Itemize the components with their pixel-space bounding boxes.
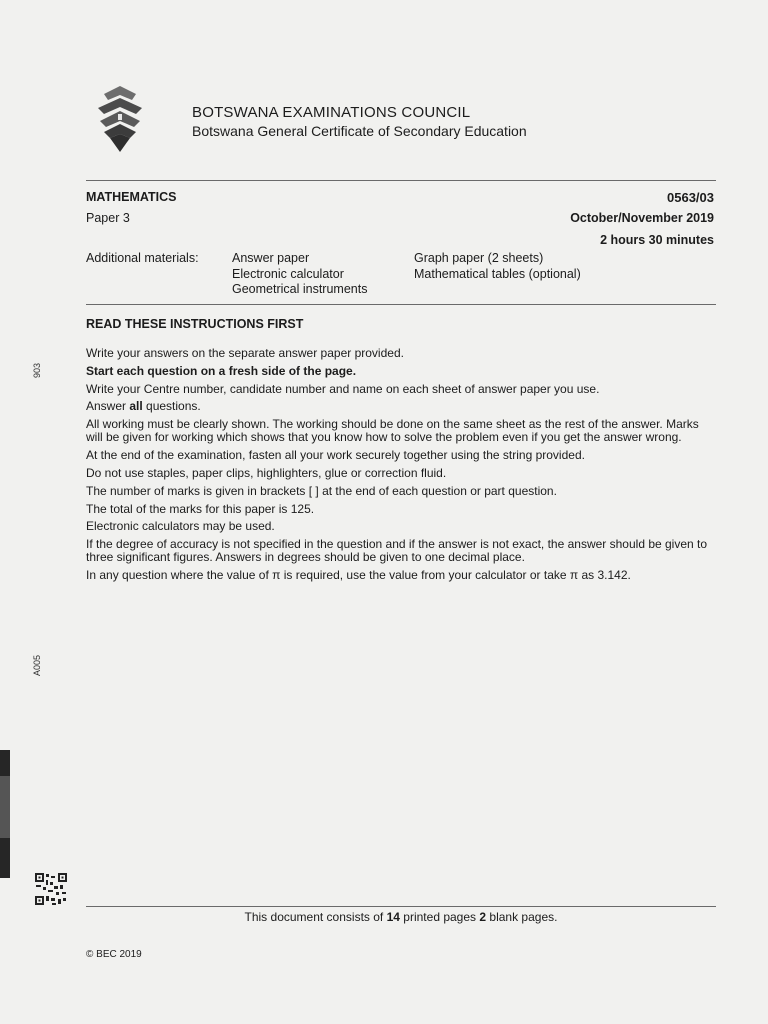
council-name: BOTSWANA EXAMINATIONS COUNCIL [192,104,471,121]
certificate-name: Botswana General Certificate of Secondary Education [192,123,527,139]
instruction-line: All working must be clearly shown. The working should be done on the same sheet as the rest of the answer. Marks will be given for working which shows that you know how to solve the problem even if you get the answer wrong. [86,417,699,445]
material-item: Answer paper [232,251,310,265]
instruction-line-answer-all [86,400,716,413]
materials-column-1 [232,251,367,298]
subject-title: MATHEMATICS [86,190,177,204]
instruction-line: Write your answers on the separate answer paper provided. [86,346,404,360]
exam-duration: 2 hours 30 minutes [600,233,714,247]
instruction-line: At the end of the examination, fasten all your work securely together using the string provided. [86,448,585,463]
materials-divider [86,304,716,305]
instruction-line: Do not use staples, paper clips, highlighters, glue or correction fluid. [86,465,447,480]
instructions-heading: READ THESE INSTRUCTIONS FIRST [86,317,304,331]
qr-code-icon [34,872,68,906]
material-item: Mathematical tables (optional) [414,266,581,281]
instruction-line: If the degree of accuracy is not specified in the question and if the answer is not exact, the answer should be given to three significant figures. Answers in degrees should be given to one decimal place. [86,537,708,565]
material-item: Graph paper (2 sheets) [414,251,544,265]
side-code-top: 903 [32,362,42,378]
page-count-suffix: blank pages. [489,910,558,924]
materials-label: Additional materials: [86,251,199,265]
materials-column-2 [414,251,581,282]
copyright: © BEC 2019 [86,949,142,960]
page-count-middle: printed pages [403,910,477,924]
page-count-prefix: This document consists of [244,910,384,924]
answer-all-text: Answer all questions. [86,399,201,414]
instruction-line: The number of marks is given in brackets [ ] at the end of each question or part question. [86,483,557,498]
instruction-line: Electronic calculators may be used. [86,519,275,534]
exam-session: October/November 2019 [570,211,714,225]
instruction-line: The total of the marks for this paper is 125. [86,501,315,516]
printed-page-count: 14 [386,910,400,924]
footer-divider [86,906,716,907]
margin-barcode-notch [0,776,10,838]
blank-page-count: 2 [479,910,487,924]
material-item: Electronic calculator [232,266,344,281]
side-code-bottom: A005 [32,654,42,676]
instructions-list [86,347,716,587]
exam-code: 0563/03 [667,190,714,205]
bec-logo-icon [96,86,144,152]
instruction-line: In any question where the value of π is required, use the value from your calculator or take π as 3.142. [86,568,631,583]
answer-all-emphasis: all [129,399,143,414]
instruction-line: Write your Centre number, candidate number and name on each sheet of answer paper you use. [86,381,600,396]
paper-number: Paper 3 [86,211,130,225]
header-divider [86,180,716,181]
instruction-line: Start each question on a fresh side of the page. [86,363,357,378]
page-count-note [0,910,768,924]
material-item: Geometrical instruments [232,282,368,296]
